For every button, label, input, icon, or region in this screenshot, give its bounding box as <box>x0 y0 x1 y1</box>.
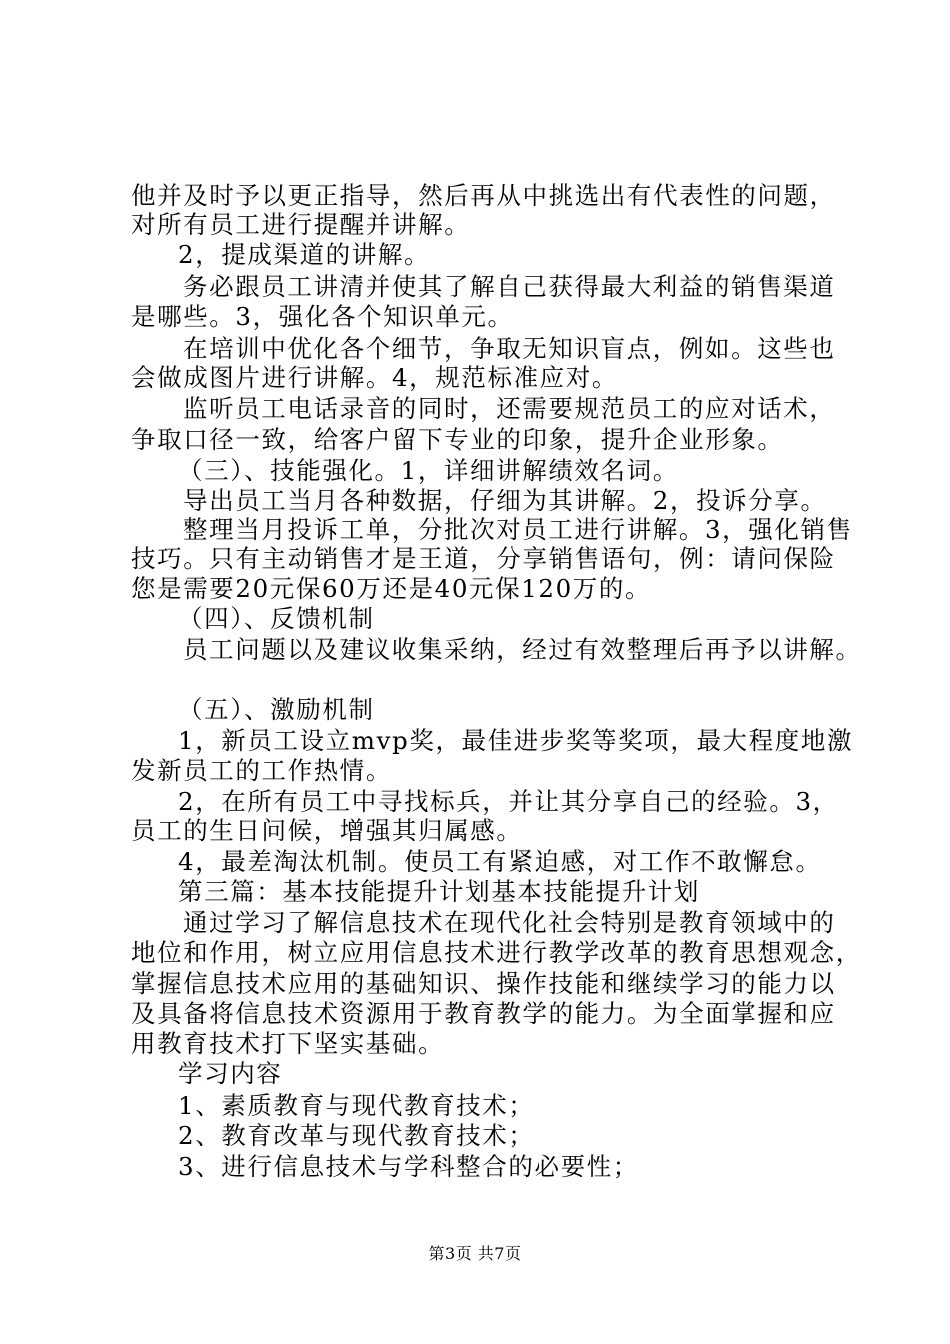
chapter-title: 第三篇：基本技能提升计划基本技能提升计划 <box>178 877 700 906</box>
body-line-14: 您是需要20元保60万还是40元保120万的。 <box>131 574 652 603</box>
body-line-5: 是哪些。3，强化各个知识单元。 <box>131 302 514 331</box>
list-item-2: 2、教育改革与现代教育技术； <box>178 1121 535 1150</box>
body-line-26: 掌握信息技术应用的基础知识、操作技能和继续学习的能力以 <box>131 969 836 998</box>
body-line-27: 及具备将信息技术资源用于教育教学的能力。为全面掌握和应 <box>131 999 836 1028</box>
section-heading-4: （四）、反馈机制 <box>178 604 375 633</box>
list-item-1: 1、素质教育与现代教育技术； <box>178 1091 535 1120</box>
body-line-9: 争取口径一致，给客户留下专业的印象，提升企业形象。 <box>131 425 784 454</box>
body-line-25: 地位和作用，树立应用信息技术进行教学改革的教育思想观念， <box>131 938 862 967</box>
body-line-4: 务必跟员工讲清并使其了解自己获得最大利益的销售渠道 <box>183 272 836 301</box>
body-line-8: 监听员工电话录音的同时，还需要规范员工的应对话术， <box>183 394 836 423</box>
body-line-22: 4，最差淘汰机制。使员工有紧迫感，对工作不敢懈怠。 <box>178 847 822 876</box>
body-line-16: 员工问题以及建议收集采纳，经过有效整理后再予以讲解。 <box>183 635 862 664</box>
body-line-1: 他并及时予以更正指导，然后再从中挑选出有代表性的问题， <box>131 181 836 210</box>
body-line-24: 通过学习了解信息技术在现代化社会特别是教育领域中的 <box>183 908 836 937</box>
body-line-19: 发新员工的工作热情。 <box>131 756 392 785</box>
body-line-20: 2，在所有员工中寻找标兵，并让其分享自己的经验。3， <box>178 787 839 816</box>
body-line-18: 1，新员工设立mvp奖，最佳进步奖等奖项，最大程度地激 <box>178 726 854 755</box>
body-line-2: 对所有员工进行提醒并讲解。 <box>131 210 471 239</box>
body-line-12: 整理当月投诉工单，分批次对员工进行讲解。3，强化销售 <box>183 515 853 544</box>
body-line-6: 在培训中优化各个细节，争取无知识盲点，例如。这些也 <box>183 334 836 363</box>
body-line-13: 技巧。只有主动销售才是王道，分享销售语句，例：请问保险 <box>131 544 836 573</box>
body-line-11: 导出员工当月各种数据，仔细为其讲解。2，投诉分享。 <box>183 486 827 515</box>
list-item-3: 3、进行信息技术与学科整合的必要性； <box>178 1152 639 1181</box>
subheading-study-content: 学习内容 <box>178 1059 283 1088</box>
section-heading-3: （三）、技能强化。1，详细讲解绩效名词。 <box>178 456 679 485</box>
page-footer: 第3页 共7页 <box>428 1244 522 1263</box>
section-heading-5: （五）、激励机制 <box>178 695 375 724</box>
body-line-21: 员工的生日问候，增强其归属感。 <box>131 816 523 845</box>
body-line-7: 会做成图片进行讲解。4，规范标准应对。 <box>131 363 618 392</box>
body-line-3: 2，提成渠道的讲解。 <box>178 240 431 269</box>
body-line-28: 用教育技术打下坚实基础。 <box>131 1029 445 1058</box>
